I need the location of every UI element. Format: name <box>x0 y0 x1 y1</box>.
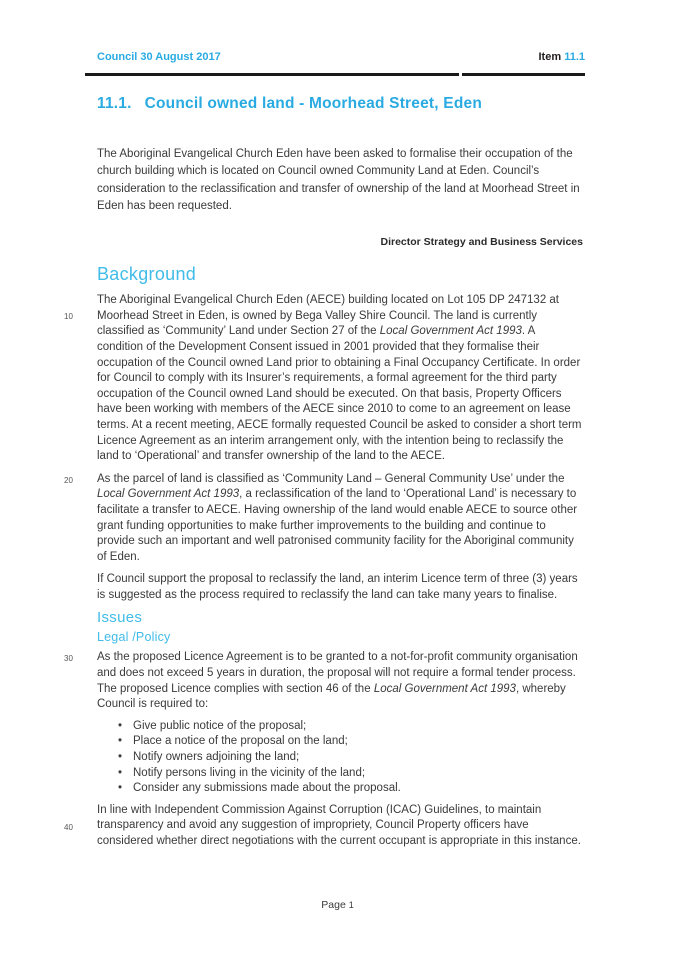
bullet-item: • Consider any submissions made about the proposal. <box>117 781 583 797</box>
header-rule-segment-left <box>85 73 459 76</box>
intro-paragraph: The Aboriginal Evangelical Church Eden have been asked to formalise their occupation of the church building which is located on Council owned Community Land at Eden. Council’s consideration to the reclassification and transfer of ownership of the land at Moorhead Street in Eden has been requested. <box>97 148 580 212</box>
document-body <box>64 146 583 850</box>
line-number-20: 20 <box>64 475 73 485</box>
bullet-item: • Notify persons living in the vicinity of the land; <box>117 766 583 782</box>
bullet-item: • Notify owners adjoining the land; <box>117 750 583 766</box>
issues-paragraph-2 <box>64 803 583 850</box>
header-item-ref <box>539 51 586 63</box>
header-item-number: 11.1 <box>564 51 585 63</box>
header-rule <box>85 73 585 76</box>
issues-paragraph-1-text: As the proposed Licence Agreement is to be granted to a not-for-profit community organisation and does not exceed 5 years in duration, the proposal will not require a formal tender process. The proposed Licence complies with section 46 of the Local Government Act 1993, whereby Council is required to: <box>97 651 578 711</box>
page-title <box>97 95 482 113</box>
line-number-10: 10 <box>64 312 73 322</box>
byline: Director Strategy and Business Services <box>380 236 583 249</box>
issues-paragraph-1 <box>64 650 583 712</box>
header-meeting-title: Council 30 August 2017 <box>97 51 221 63</box>
requirements-bullet-list <box>97 719 583 797</box>
page-title-text: Council owned land - Moorhead Street, Eden <box>144 95 482 112</box>
section-heading-background: Background <box>97 264 197 285</box>
header-rule-segment-right <box>462 73 585 76</box>
subsection-heading-legal-policy: Legal /Policy <box>97 630 171 645</box>
section-heading-issues: Issues <box>97 609 143 627</box>
bullet-item: • Place a notice of the proposal on the land; <box>117 734 583 750</box>
line-number-40: 40 <box>64 822 73 832</box>
page-footer-number: 1 <box>348 900 354 910</box>
issues-paragraph-2-text: In line with Independent Commission Against Corruption (ICAC) Guidelines, to maintain transparency and avoid any suggestion of impropriety, Council Property officers have considered whether direct negotiations with the current occupant is appropriate in this instance. <box>97 803 581 847</box>
page-title-number: 11.1. <box>97 95 132 112</box>
background-paragraph-2-text: As the parcel of land is classified as ‘Community Land – General Community Use’ under the Local Government Act 1993, a reclassification of the land to ‘Operational Land’ is necessary to facilitate a transfer to AECE. Having ownership of the land would enable AECE to source other grant funding opportunities to make further improvements to the building and continue to provide such an important and well patronised community facility for the Aboriginal community of Eden. <box>97 472 578 563</box>
header-item-label: Item <box>538 51 565 63</box>
line-number-30: 30 <box>64 654 73 664</box>
page-header <box>97 51 585 63</box>
page-footer <box>0 899 675 911</box>
bullet-item: • Give public notice of the proposal; <box>117 719 583 735</box>
background-paragraph-3: If Council support the proposal to reclassify the land, an interim Licence term of three (3) years is suggested as the process required to reclassify the land can take many years to finalise. <box>97 573 578 601</box>
background-paragraph-1-text: The Aboriginal Evangelical Church Eden (AECE) building located on Lot 105 DP 247132 at Moorhead Street in Eden, is owned by Bega Valley Shire Council. The land is currently classified as ‘Community’ Land under Section 27 of the Local Government Act 1993. A condition of the Development Consent issued in 2001 provided that they formalise their occupation of the Council owned Land prior to obtaining a Final Occupancy Certificate. In order for Council to comply with its Insurer’s requirements, a formal agreement for the third party occupation of the Council owned Land should be executed. On that basis, Property Officers have been working with members of the AECE since 2010 to come to an agreement on lease terms. At a recent meeting, AECE formally requested Council be asked to consider a short term Licence Agreement as an interim arrangement only, with the intention being to reclassify the land to ‘Operational’ and transfer ownership of the land to the AECE. <box>97 294 582 463</box>
page-footer-label: Page <box>321 899 346 911</box>
background-paragraph-2 <box>64 472 583 566</box>
background-paragraph-1 <box>64 293 583 465</box>
